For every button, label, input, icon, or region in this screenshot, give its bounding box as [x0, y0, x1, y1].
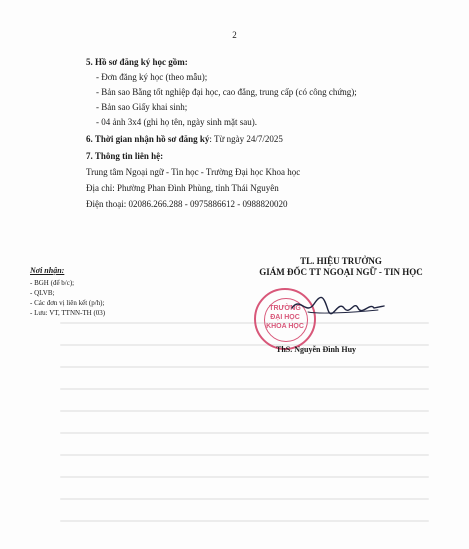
bleed-through-line — [60, 432, 429, 434]
recipients-title: Nơi nhận: — [30, 266, 65, 275]
contact-phone: Điện thoại: 02086.266.288 - 0975886612 - 0988820020 — [86, 199, 288, 209]
signer-name: ThS. Nguyễn Đình Huy — [275, 345, 357, 354]
list-item: - 04 ảnh 3x4 (ghi họ tên, ngày sinh mặt sau). — [96, 117, 257, 127]
recipient-item: - Các đơn vị liên kết (p/h); — [30, 299, 105, 307]
recipient-item: - BGH (để b/c); — [30, 279, 75, 287]
section7-heading: 7. Thông tin liên hệ: — [86, 151, 164, 161]
contact-address: Địa chỉ: Phường Phan Đình Phùng, tỉnh Thái Nguyên — [86, 183, 279, 193]
list-item: - Bản sao Giấy khai sinh; — [96, 102, 188, 112]
document-body — [86, 56, 446, 211]
bleed-through-line — [60, 454, 429, 456]
section6-row — [86, 133, 446, 146]
section6-heading: 6. Thời gian nhận hồ sơ đăng ký — [86, 134, 210, 144]
official-seal-text: TRƯỜNG ĐẠI HỌC KHOA HỌC — [266, 305, 304, 330]
bleed-through-line — [60, 388, 429, 390]
contact-block — [86, 150, 446, 211]
page-number: 2 — [232, 30, 237, 40]
recipient-item: - Lưu: VT, TTNN-TH (03) — [30, 309, 106, 317]
signature-block — [236, 256, 446, 278]
bleed-through-line — [60, 498, 429, 500]
signature-line2: GIÁM ĐỐC TT NGOẠI NGỮ - TIN HỌC — [259, 267, 423, 277]
bleed-through-line — [60, 476, 429, 478]
list-item: - Đơn đăng ký học (theo mẫu); — [96, 72, 208, 82]
section6-value: : Từ ngày 24/7/2025 — [209, 134, 283, 144]
bleed-through-line — [60, 366, 429, 368]
signature-line1: TL. HIỆU TRƯỞNG — [300, 256, 382, 266]
recipients-block — [30, 266, 105, 318]
section5-heading: 5. Hồ sơ đăng ký học gồm: — [86, 57, 188, 67]
contact-organization: Trung tâm Ngoại ngữ - Tin học - Trường Đại học Khoa học — [86, 167, 301, 177]
bleed-through-line — [60, 410, 429, 412]
bleed-through-line — [60, 520, 429, 522]
handwritten-signature — [288, 286, 388, 326]
list-item: - Bản sao Bằng tốt nghiệp đại học, cao đẳng, trung cấp (có công chứng); — [96, 87, 357, 97]
recipient-item: - QLVB; — [30, 289, 55, 297]
